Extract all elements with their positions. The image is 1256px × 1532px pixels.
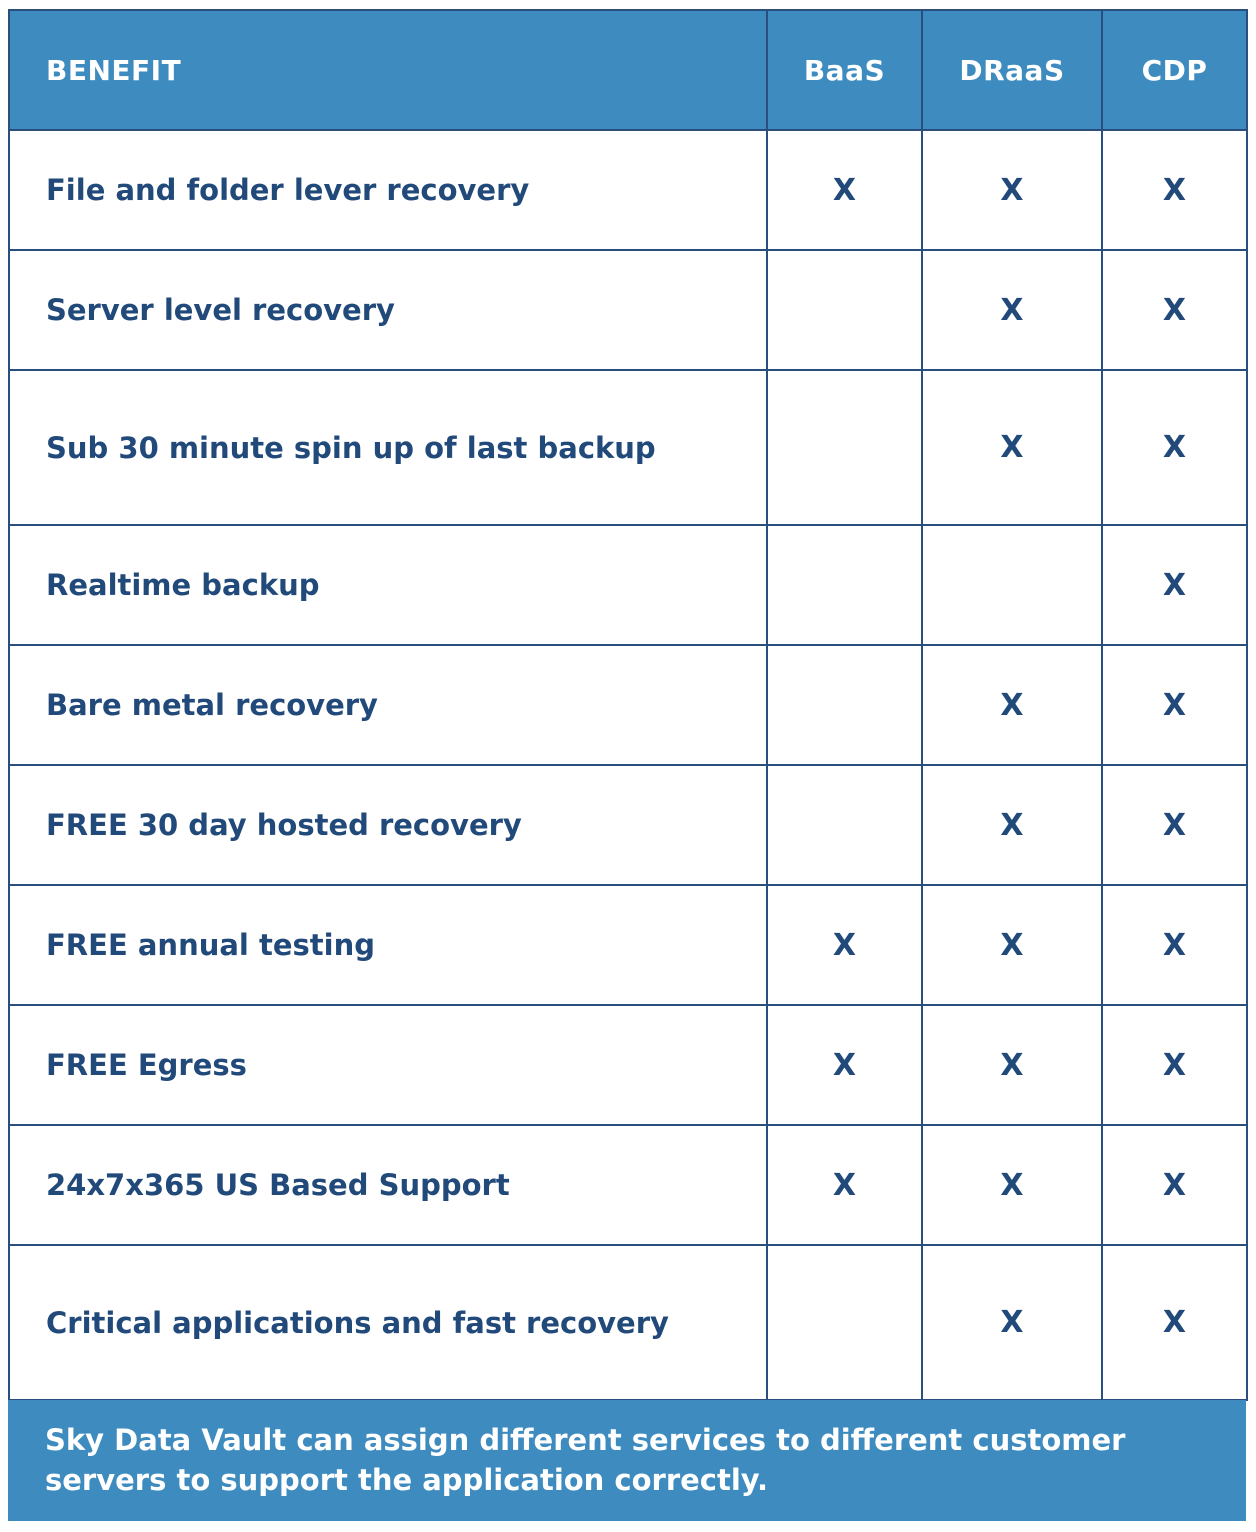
draas-mark: X bbox=[922, 645, 1102, 765]
cdp-mark: X bbox=[1102, 250, 1247, 370]
baas-mark: X bbox=[767, 885, 922, 1005]
benefit-cell: FREE 30 day hosted recovery bbox=[9, 765, 767, 885]
header-cdp: CDP bbox=[1102, 10, 1247, 130]
cdp-mark: X bbox=[1102, 1125, 1247, 1245]
table-row bbox=[9, 1125, 1247, 1245]
benefit-cell: 24x7x365 US Based Support bbox=[9, 1125, 767, 1245]
benefit-cell: Bare metal recovery bbox=[9, 645, 767, 765]
header-baas: BaaS bbox=[767, 10, 922, 130]
draas-mark: X bbox=[922, 130, 1102, 250]
footer-note-banner bbox=[8, 1400, 1246, 1521]
table-row bbox=[9, 645, 1247, 765]
baas-mark: X bbox=[767, 1125, 922, 1245]
cdp-mark: X bbox=[1102, 645, 1247, 765]
table-row bbox=[9, 130, 1247, 250]
baas-mark: X bbox=[767, 130, 922, 250]
baas-mark bbox=[767, 250, 922, 370]
baas-mark bbox=[767, 765, 922, 885]
cdp-mark: X bbox=[1102, 885, 1247, 1005]
draas-mark: X bbox=[922, 765, 1102, 885]
cdp-mark: X bbox=[1102, 765, 1247, 885]
benefit-cell: File and folder lever recovery bbox=[9, 130, 767, 250]
cdp-mark: X bbox=[1102, 1245, 1247, 1400]
benefit-cell: FREE Egress bbox=[9, 1005, 767, 1125]
table-row bbox=[9, 765, 1247, 885]
benefit-comparison-table bbox=[8, 9, 1248, 1401]
table-row bbox=[9, 250, 1247, 370]
baas-mark bbox=[767, 370, 922, 525]
table-row bbox=[9, 1005, 1247, 1125]
benefit-cell: Realtime backup bbox=[9, 525, 767, 645]
comparison-table-container bbox=[8, 9, 1246, 1401]
benefit-cell: Server level recovery bbox=[9, 250, 767, 370]
table-row bbox=[9, 1245, 1247, 1400]
table-row bbox=[9, 525, 1247, 645]
draas-mark: X bbox=[922, 1245, 1102, 1400]
header-draas: DRaaS bbox=[922, 10, 1102, 130]
benefit-cell: Critical applications and fast recovery bbox=[9, 1245, 767, 1400]
table-header-row bbox=[9, 10, 1247, 130]
benefit-cell: Sub 30 minute spin up of last backup bbox=[9, 370, 767, 525]
draas-mark: X bbox=[922, 1125, 1102, 1245]
footer-note-text: Sky Data Vault can assign different services to different customer servers to support the application correctly. bbox=[45, 1423, 1126, 1497]
draas-mark bbox=[922, 525, 1102, 645]
baas-mark bbox=[767, 525, 922, 645]
benefit-cell: FREE annual testing bbox=[9, 885, 767, 1005]
cdp-mark: X bbox=[1102, 1005, 1247, 1125]
table-row bbox=[9, 370, 1247, 525]
cdp-mark: X bbox=[1102, 370, 1247, 525]
baas-mark: X bbox=[767, 1005, 922, 1125]
header-benefit: BENEFIT bbox=[9, 10, 767, 130]
draas-mark: X bbox=[922, 1005, 1102, 1125]
cdp-mark: X bbox=[1102, 130, 1247, 250]
baas-mark bbox=[767, 1245, 922, 1400]
cdp-mark: X bbox=[1102, 525, 1247, 645]
draas-mark: X bbox=[922, 370, 1102, 525]
draas-mark: X bbox=[922, 885, 1102, 1005]
table-row bbox=[9, 885, 1247, 1005]
baas-mark bbox=[767, 645, 922, 765]
draas-mark: X bbox=[922, 250, 1102, 370]
